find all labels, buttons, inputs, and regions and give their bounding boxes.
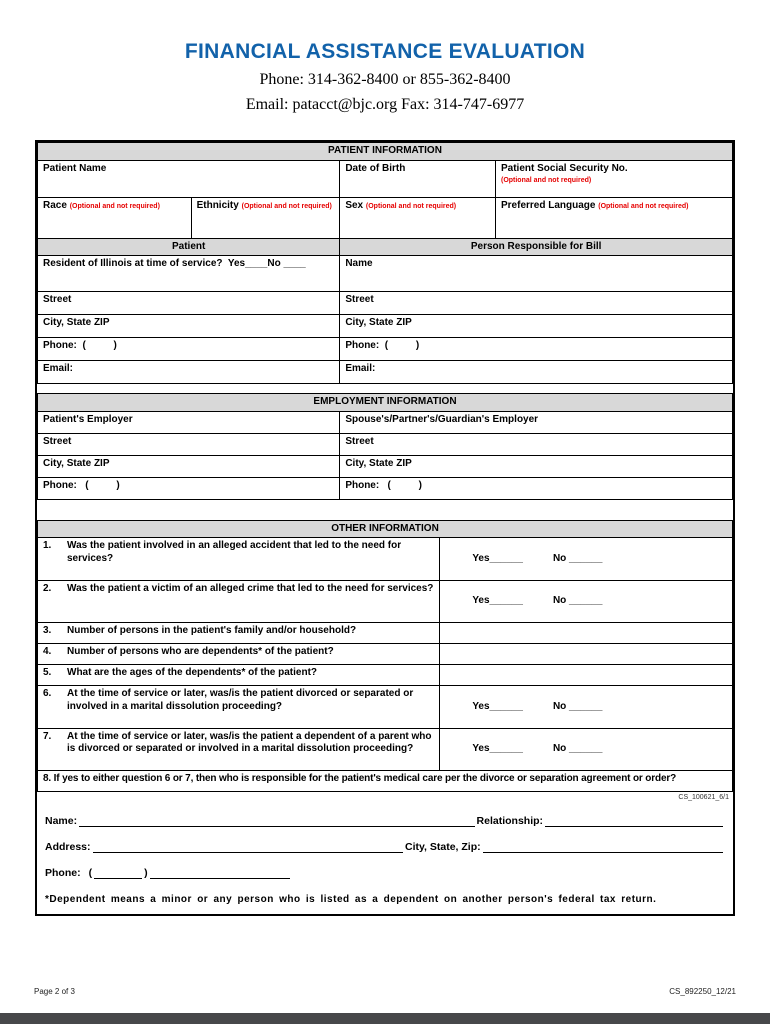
- name-label: Name:: [45, 815, 78, 827]
- question-4-cell: [38, 644, 440, 665]
- employment-section-header: EMPLOYMENT INFORMATION: [38, 394, 733, 412]
- email-line: Email: patacct@bjc.org Fax: 314-747-6977: [245, 96, 525, 113]
- patient-info-section-header: PATIENT INFORMATION: [38, 143, 733, 161]
- question-3-cell: [38, 623, 440, 644]
- employer-phone-cell-right: Phone: ( ): [340, 477, 733, 499]
- race-label: Race: [43, 199, 67, 211]
- paren-open: (: [88, 867, 93, 879]
- name-blank: [79, 814, 474, 827]
- spouse-employer-cell: Spouse's/Partner's/Guardian's Employer: [340, 411, 733, 433]
- question-1-yes-no-cell: [439, 538, 732, 581]
- patient-column-header: Patient: [38, 238, 340, 256]
- yes-blank: Yes______: [472, 595, 523, 606]
- form-code: CS_100621_6/1: [678, 794, 729, 801]
- relationship-blank: [545, 814, 723, 827]
- ethnicity-cell: [191, 197, 340, 238]
- responsible-name-cell: Name: [340, 256, 733, 292]
- city-state-zip-label: City, State, Zip:: [404, 841, 481, 853]
- city-state-zip-blank: [483, 840, 723, 853]
- employment-info-table: [37, 393, 733, 500]
- no-blank: No ______: [552, 595, 603, 606]
- question-5-answer-cell: [439, 665, 732, 686]
- question-4-number: 4.: [43, 646, 52, 657]
- question-7-number: 7.: [43, 730, 52, 742]
- address-line: [45, 840, 725, 853]
- employer-street-cell-right: Street: [340, 433, 733, 455]
- question-7-yes-no-cell: [439, 728, 732, 771]
- patient-email-cell: Email:: [38, 361, 340, 384]
- question-6-cell: [38, 686, 440, 729]
- sex-label: Sex: [345, 199, 364, 211]
- additional-fields-area: [37, 794, 733, 914]
- patient-info-table: [37, 142, 733, 384]
- yes-blank: Yes______: [472, 743, 523, 754]
- page-number: Page 2 of 3: [34, 987, 75, 996]
- question-5-text: What are the ages of the dependents* of the patient?: [67, 667, 318, 678]
- question-6-number: 6.: [43, 688, 52, 699]
- section-gap: [37, 384, 733, 393]
- other-info-section-header: OTHER INFORMATION: [38, 520, 733, 538]
- resident-of-illinois-cell: Resident of Illinois at time of service? Yes____No ____: [38, 256, 340, 292]
- patient-name-cell: [38, 160, 340, 197]
- question-4-answer-cell: [439, 644, 732, 665]
- ssn-cell: [495, 160, 732, 197]
- race-optional-note: (Optional and not required): [69, 202, 160, 210]
- section-gap: [37, 500, 733, 520]
- viewer-bottom-bar: [0, 1013, 770, 1024]
- relationship-label: Relationship:: [476, 815, 544, 827]
- date-of-birth-label: Date of Birth: [345, 162, 406, 174]
- ssn-optional-note: (Optional and not required): [500, 177, 592, 184]
- language-optional-note: (Optional and not required): [598, 202, 689, 210]
- address-blank: [93, 840, 403, 853]
- patient-employer-cell: Patient's Employer: [38, 411, 340, 433]
- question-3-number: 3.: [43, 625, 52, 636]
- date-of-birth-cell: [340, 160, 496, 197]
- employer-phone-cell-left: Phone: ( ): [38, 477, 340, 499]
- phone-number-blank: [150, 866, 290, 879]
- question-2-number: 2.: [43, 582, 52, 594]
- responsible-phone-cell: Phone: ( ): [340, 338, 733, 361]
- sex-cell: [340, 197, 496, 238]
- question-2-cell: [38, 580, 440, 623]
- yes-blank: Yes______: [472, 552, 523, 564]
- no-blank: No ______: [552, 700, 603, 712]
- phone-line-field: [45, 866, 725, 879]
- question-5-cell: [38, 665, 440, 686]
- responsible-street-cell: Street: [340, 292, 733, 315]
- preferred-language-label: Preferred Language: [500, 199, 596, 211]
- question-3-text: Number of persons in the patient's family and/or household?: [67, 625, 357, 636]
- no-blank: No ______: [552, 743, 603, 754]
- question-4-text: Number of persons who are dependents* of the patient?: [67, 646, 334, 657]
- page-title: FINANCIAL ASSISTANCE EVALUATION: [184, 40, 586, 63]
- patient-city-state-zip-cell: City, State ZIP: [38, 315, 340, 338]
- name-line: [45, 814, 725, 827]
- patient-name-label: Patient Name: [43, 162, 107, 174]
- question-3-answer-cell: [439, 623, 732, 644]
- question-7-text: At the time of service or later, was/is the patient a dependent of a parent who is divorced or separated or involved in a marital dissolution proceeding?: [67, 730, 432, 754]
- question-5-number: 5.: [43, 667, 52, 678]
- ethnicity-label: Ethnicity: [196, 199, 239, 211]
- responsible-city-state-zip-cell: City, State ZIP: [340, 315, 733, 338]
- other-info-table: [37, 520, 733, 793]
- race-cell: [38, 197, 192, 238]
- document-code: CS_892250_12/21: [669, 987, 736, 996]
- preferred-language-cell: [495, 197, 732, 238]
- question-1-cell: [38, 538, 440, 581]
- sex-optional-note: (Optional and not required): [365, 202, 457, 210]
- question-6-yes-no-cell: [439, 686, 732, 729]
- responsible-email-cell: Email:: [340, 361, 733, 384]
- patient-phone-cell: Phone: ( ): [38, 338, 340, 361]
- phone-line: Phone: 314-362-8400 or 855-362-8400: [259, 71, 511, 88]
- employer-city-state-zip-cell-left: City, State ZIP: [38, 455, 340, 477]
- address-label: Address:: [45, 841, 91, 853]
- responsible-column-header: Person Responsible for Bill: [340, 238, 733, 256]
- paren-close: ): [144, 867, 148, 879]
- question-7-cell: [38, 728, 440, 771]
- phone-label: Phone:: [45, 867, 81, 879]
- ethnicity-optional-note: (Optional and not required): [241, 202, 332, 210]
- yes-blank: Yes______: [472, 700, 523, 712]
- question-2-text: Was the patient a victim of an alleged crime that led to the need for services?: [67, 582, 434, 594]
- no-blank: No ______: [552, 552, 603, 564]
- question-6-text: At the time of service or later, was/is the patient divorced or separated or involved in a marital dissolution proceeding?: [67, 688, 414, 712]
- dependent-definition-note: *Dependent means a minor or any person who is listed as a dependent on another person's federal tax return.: [45, 894, 657, 905]
- question-8-cell: 8. If yes to either question 6 or 7, then who is responsible for the patient's medical care per the divorce or separation agreement or order?: [38, 771, 733, 792]
- question-2-yes-no-cell: [439, 580, 732, 623]
- area-code-blank: [94, 866, 142, 879]
- patient-street-cell: Street: [38, 292, 340, 315]
- form-container: [35, 140, 735, 916]
- employer-city-state-zip-cell-right: City, State ZIP: [340, 455, 733, 477]
- ssn-label: Patient Social Security No.: [500, 162, 628, 174]
- question-1-text: Was the patient involved in an alleged accident that led to the need for services?: [67, 540, 402, 564]
- employer-street-cell-left: Street: [38, 433, 340, 455]
- question-1-number: 1.: [43, 540, 52, 551]
